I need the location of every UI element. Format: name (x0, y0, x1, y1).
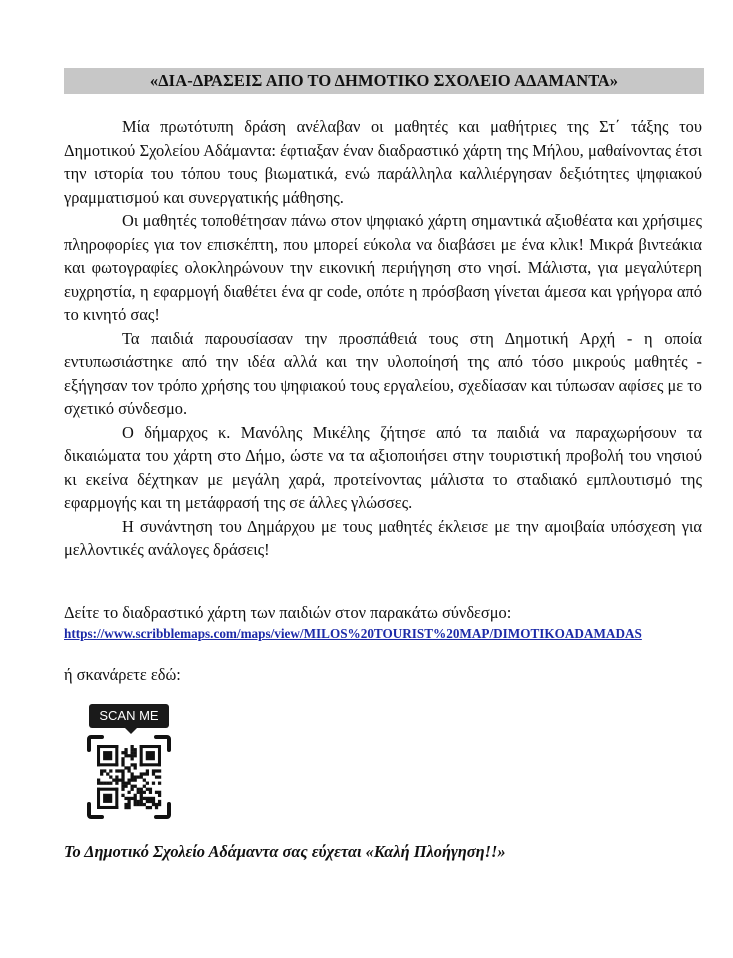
see-map-text: Δείτε το διαδραστικό χάρτη των παιδιών στον παρακάτω σύνδεσμο: (64, 603, 512, 622)
article-body (64, 115, 702, 562)
map-link[interactable]: https://www.scribblemaps.com/maps/view/MILOS%20TOURIST%20MAP/DIMOTIKOADAMADAS (64, 626, 642, 641)
paragraph: Τα παιδιά παρουσίασαν την προσπάθειά τους στη Δημοτική Αρχή - η οποία εντυπωσιάστηκε από την ιδέα αλλά και την υλοποίησή της από τόσο μικρούς μαθητές - εξήγησαν τον τρόπο χρήσης του ψηφιακού τους εργαλείου, σχεδίασαν και τύπωσαν αφίσες με το σχετικό σύνδεσμο. (64, 328, 702, 418)
paragraph: Η συνάντηση του Δημάρχου με τους μαθητές έκλεισε με την αμοιβαία υπόσχεση για μελλοντικές ανάλογες δράσεις! (64, 516, 702, 559)
page-title: «ΔΙΑ-ΔΡΑΣΕΙΣ ΑΠΟ ΤΟ ΔΗΜΟΤΙΚΟ ΣΧΟΛΕΙΟ ΑΔΑΜΑΝΤΑ» (64, 68, 704, 94)
scan-text: ή σκανάρετε εδώ: (64, 665, 181, 684)
paragraph: Μία πρωτότυπη δράση ανέλαβαν οι μαθητές και μαθήτριες της Στ΄ τάξης του Δημοτικού Σχολείου Αδάμαντα: έφτιαξαν έναν διαδραστικό χάρτη της Μήλου, μαθαίνοντας έτσι την ιστορία του τόπου τους βιωματικά, ενώ παράλληλα καλλιέργησαν δεξιότητες ψηφιακού γραμματισμού και συνεργατικής μάθησης. (64, 117, 702, 207)
qr-code-icon (86, 734, 172, 820)
paragraph: Ο δήμαρχος κ. Μανόλης Μικέλης ζήτησε από τα παιδιά να παραχωρήσουν τα δικαιώματα του χάρτη στο Δήμο, ώστε να τα αξιοποιήσει στην τουριστική προβολή του νησιού κι εκείνα δέχτηκαν με μεγάλη χαρά, προτείνοντας μάλιστα το σταδιακό εμπλουτισμό της εφαρμογής και τη μετάφρασή της σε άλλες γλώσσες. (64, 422, 702, 512)
qr-code-block[interactable] (86, 700, 176, 824)
scan-me-badge: SCAN ME (89, 704, 169, 728)
closing-line: Το Δημοτικό Σχολείο Αδάμαντα σας εύχεται «Καλή Πλοήγηση!!» (64, 842, 506, 861)
paragraph: Οι μαθητές τοποθέτησαν πάνω στον ψηφιακό χάρτη σημαντικά αξιοθέατα και χρήσιμες πληροφορίες για τον επισκέπτη, που μπορεί εύκολα να διαβάσει με ένα κλικ! Μικρά βιντεάκια και φωτογραφίες ολοκληρώνουν την εικονική περιήγηση στο νησί. Μάλιστα, για μεγαλύτερη ευχρηστία, η εφαρμογή διαθέτει ένα qr code, οπότε η πρόσβαση γίνεται άμεσα και γρήγορα από το κινητό σας! (64, 211, 702, 324)
